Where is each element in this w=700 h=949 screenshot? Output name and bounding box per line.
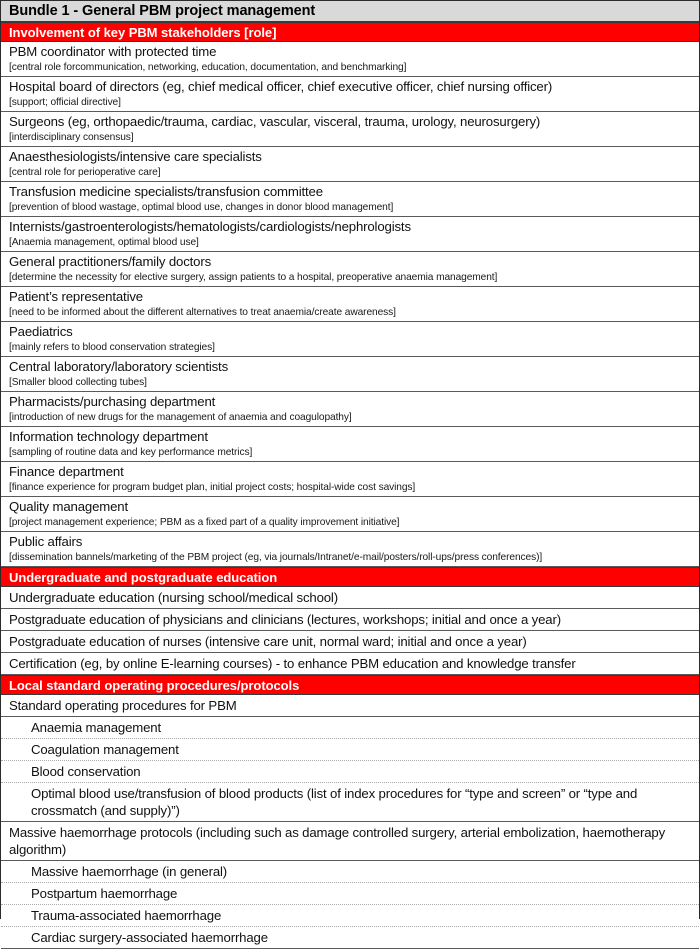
row-note-text: [sampling of routine data and key performance metrics] bbox=[9, 447, 253, 458]
row-main-text: Internists/gastroenterologists/hematologists/cardiologists/nephrologists bbox=[9, 219, 411, 234]
row-main-text: Blood conservation bbox=[31, 764, 141, 779]
section-header-label: Involvement of key PBM stakeholders [role] bbox=[9, 24, 277, 40]
row-main-text: Trauma-associated haemorrhage bbox=[31, 908, 222, 923]
row-main-text: Standard operating procedures for PBM bbox=[9, 698, 237, 713]
row-main-text: Undergraduate education (nursing school/medical school) bbox=[9, 590, 338, 605]
table-row bbox=[1, 287, 699, 322]
row-note-text: [determine the necessity for elective surgery, assign patients to a hospital, preoperative anaemia management] bbox=[9, 272, 498, 283]
table-row bbox=[1, 609, 699, 631]
table-subrow bbox=[1, 761, 699, 783]
table-title-bar bbox=[1, 1, 699, 22]
row-main-text: Postgraduate education of nurses (intensive care unit, normal ward; initial and once a year) bbox=[9, 634, 527, 649]
table-row bbox=[1, 217, 699, 252]
row-main-text: Massive haemorrhage (in general) bbox=[31, 864, 228, 879]
table-row bbox=[1, 695, 699, 717]
row-main-text: Anaemia management bbox=[31, 720, 161, 735]
row-main-text: Pharmacists/purchasing department bbox=[9, 394, 216, 409]
section-header-label: Local standard operating procedures/protocols bbox=[9, 677, 300, 693]
row-note-text: [central role for perioperative care] bbox=[9, 167, 161, 178]
table-row bbox=[1, 631, 699, 653]
row-main-text: Paediatrics bbox=[9, 324, 73, 339]
page-title: Bundle 1 - General PBM project management bbox=[9, 2, 316, 19]
row-note-text: [finance experience for program budget plan, initial project costs; hospital-wide cost savings] bbox=[9, 482, 416, 493]
row-main-text: Coagulation management bbox=[31, 742, 179, 757]
row-note-text: [prevention of blood wastage, optimal blood use, changes in donor blood management] bbox=[9, 202, 394, 213]
row-note-text: [Smaller blood collecting tubes] bbox=[9, 377, 147, 388]
table-subrow bbox=[1, 905, 699, 927]
row-main-text: Finance department bbox=[9, 464, 124, 479]
row-note-text: [introduction of new drugs for the management of anaemia and coagulopathy] bbox=[9, 412, 352, 423]
section-header-label: Undergraduate and postgraduate education bbox=[9, 569, 278, 585]
table-subrow bbox=[1, 927, 699, 949]
section-header bbox=[1, 567, 699, 587]
row-main-text: Transfusion medicine specialists/transfusion committee bbox=[9, 184, 323, 199]
row-main-text: General practitioners/family doctors bbox=[9, 254, 212, 269]
row-note-text: [support; official directive] bbox=[9, 97, 121, 108]
row-main-text: Public affairs bbox=[9, 534, 83, 549]
table-row bbox=[1, 427, 699, 462]
row-main-text: Cardiac surgery-associated haemorrhage bbox=[31, 930, 268, 945]
row-note-text: [need to be informed about the different alternatives to treat anaemia/create awareness] bbox=[9, 307, 396, 318]
row-note-text: [central role forcommunication, networking, education, documentation, and benchmarking] bbox=[9, 62, 407, 73]
row-main-text: PBM coordinator with protected time bbox=[9, 44, 217, 59]
row-note-text: [project management experience; PBM as a fixed part of a quality improvement initiative] bbox=[9, 517, 400, 528]
row-main-text: Hospital board of directors (eg, chief medical officer, chief executive officer, chief nursing officer) bbox=[9, 79, 553, 94]
table-row bbox=[1, 77, 699, 112]
row-main-text: Patient’s representative bbox=[9, 289, 143, 304]
row-main-text: Massive haemorrhage protocols (including such as damage controlled surgery, arterial embolization, haemotherapy algorithm) bbox=[9, 825, 666, 857]
table-row bbox=[1, 462, 699, 497]
section-header bbox=[1, 675, 699, 695]
table-subrow bbox=[1, 861, 699, 883]
table-body bbox=[1, 22, 699, 949]
table-row bbox=[1, 112, 699, 147]
row-note-text: [dissemination bannels/marketing of the PBM project (eg, via journals/Intranet/e-mail/posters/roll-ups/press conferences)] bbox=[9, 552, 543, 563]
table-row bbox=[1, 587, 699, 609]
row-main-text: Surgeons (eg, orthopaedic/trauma, cardiac, vascular, visceral, trauma, urology, neurosurgery) bbox=[9, 114, 541, 129]
row-main-text: Postpartum haemorrhage bbox=[31, 886, 178, 901]
row-main-text: Quality management bbox=[9, 499, 128, 514]
row-main-text: Certification (eg, by online E-learning courses) - to enhance PBM education and knowledge transfer bbox=[9, 656, 576, 671]
row-note-text: [mainly refers to blood conservation strategies] bbox=[9, 342, 215, 353]
table-row bbox=[1, 322, 699, 357]
row-note-text: [interdisciplinary consensus] bbox=[9, 132, 134, 143]
table-subrow bbox=[1, 883, 699, 905]
row-main-text: Information technology department bbox=[9, 429, 208, 444]
row-main-text: Postgraduate education of physicians and clinicians (lectures, workshops; initial and once a year) bbox=[9, 612, 561, 627]
table-row bbox=[1, 392, 699, 427]
table-row bbox=[1, 497, 699, 532]
table-subrow bbox=[1, 739, 699, 761]
row-main-text: Optimal blood use/transfusion of blood products (list of index procedures for “type and screen” or “type and crossmatch (and supply)”) bbox=[31, 786, 638, 818]
section-header bbox=[1, 22, 699, 42]
table-row bbox=[1, 532, 699, 567]
table-row bbox=[1, 182, 699, 217]
table-row bbox=[1, 357, 699, 392]
table-row bbox=[1, 822, 699, 861]
table-row bbox=[1, 653, 699, 675]
row-note-text: [Anaemia management, optimal blood use] bbox=[9, 237, 199, 248]
table-row bbox=[1, 252, 699, 287]
table-subrow bbox=[1, 783, 699, 822]
table-row bbox=[1, 147, 699, 182]
row-main-text: Anaesthesiologists/intensive care specialists bbox=[9, 149, 262, 164]
row-main-text: Central laboratory/laboratory scientists bbox=[9, 359, 229, 374]
table-row bbox=[1, 42, 699, 77]
table-subrow bbox=[1, 717, 699, 739]
